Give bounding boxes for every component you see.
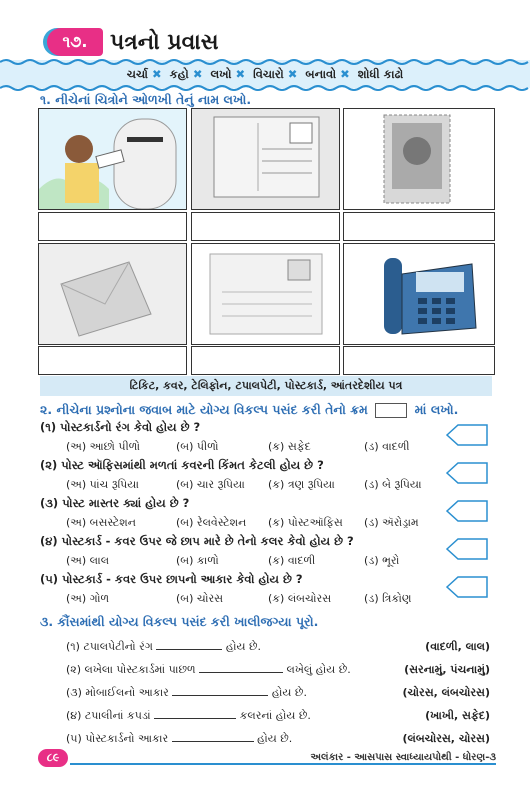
skill-make: બનાવો: [305, 67, 337, 81]
section-2-heading-suffix: માં લખો.: [414, 402, 459, 417]
page-number: ૮૯: [38, 749, 68, 767]
question-number: (૩): [40, 496, 59, 510]
picture-inland-letter: [191, 243, 340, 345]
skill-think: વિચારો: [253, 67, 284, 81]
question-number: (૨): [40, 458, 58, 472]
cross-icon: ✖: [151, 67, 162, 81]
option[interactable]: (બ) ચોરસ: [176, 592, 224, 605]
question-text: પોસ્ટકાર્ડ - કવર ઉપર જે છાપ મારે છે તેનો કલર કેવો હોય છે ?: [61, 534, 354, 548]
option[interactable]: (ક) લંબચોરસ: [268, 592, 332, 605]
item-number: (૧): [66, 640, 80, 653]
option[interactable]: (ક) ત્રણ રૂપિયા: [268, 478, 335, 491]
chapter-number-badge: ૧૭.: [47, 28, 103, 56]
options-hint: (વાદળી, લાલ): [425, 640, 490, 653]
options-hint: (ચોરસ, લંબચોરસ): [402, 686, 490, 699]
option[interactable]: (ડ) ત્રિકોણ: [364, 592, 412, 605]
option[interactable]: (બ) કાળો: [176, 554, 219, 567]
section-1-heading: ૧. નીચેનાં ચિત્રોને ઓળખી તેનું નામ લખો.: [40, 92, 252, 107]
telephone-illustration: [344, 244, 494, 344]
answer-box[interactable]: [191, 212, 340, 241]
blank-line[interactable]: [199, 672, 283, 673]
footer-book-title: અલંકાર - આસપાસ સ્વાધ્યાયપોથી - ધોરણ-૩: [310, 752, 496, 763]
picture-telephone: [343, 243, 495, 345]
option[interactable]: (બ) ચાર રૂપિયા: [176, 478, 245, 491]
fill-item-1: [66, 640, 261, 654]
fill-item-5: [66, 732, 292, 746]
picture-post-box: [38, 108, 187, 210]
item-number: (૩): [66, 686, 82, 699]
order-box-sample: [375, 403, 407, 418]
question-4: [40, 534, 354, 549]
blank-line[interactable]: [156, 649, 222, 650]
item-text: લખેલા પોસ્ટકાર્ડમાં પાછળ: [84, 663, 196, 676]
footer-rule: [70, 763, 496, 765]
option[interactable]: (અ) પાંચ રૂપિયા: [66, 478, 139, 491]
question-3: [40, 496, 189, 511]
answer-tag-3[interactable]: [446, 500, 488, 522]
picture-stamp: [343, 108, 495, 210]
question-number: (૧): [40, 420, 57, 434]
cross-icon: ✖: [340, 67, 350, 81]
question-text: પોસ્ટકાર્ડ - કવર ઉપર છાપનો આકાર કેવો હોય છે ?: [62, 572, 303, 586]
cross-icon: ✖: [235, 67, 246, 81]
skill-say: કહો: [169, 67, 189, 81]
question-number: (૫): [40, 572, 59, 586]
item-text-end: હોય છે.: [271, 686, 307, 699]
item-text: મોબાઈલનો આકાર: [85, 686, 169, 699]
item-text-end: હોય છે.: [225, 640, 261, 653]
post-box-illustration: [39, 109, 186, 209]
question-5: [40, 572, 303, 587]
option[interactable]: (ડ) વાદળી: [364, 440, 410, 453]
postcard-illustration: [192, 109, 339, 209]
answer-box[interactable]: [343, 212, 495, 241]
question-2: [40, 458, 324, 473]
section-2-heading-text: ૨. નીચેના પ્રશ્નોના જવાબ માટે યોગ્ય વિકલ્પ પસંદ કરી તેનો ક્રમ: [40, 402, 368, 417]
options-hint: (ખાખી, સફેદ): [425, 709, 490, 722]
item-text-end: હોય છે.: [257, 732, 293, 745]
option[interactable]: (બ) પીળો: [176, 440, 219, 453]
item-text: ટપાલીનાં કપડાં: [84, 709, 151, 722]
section-2-heading: [40, 402, 458, 418]
answer-box[interactable]: [343, 346, 495, 375]
options-hint: (સરનામું, પંચનામું): [404, 663, 490, 676]
chapter-title: પત્રનો પ્રવાસ: [110, 30, 219, 55]
option[interactable]: (અ) ગોળ: [66, 592, 110, 605]
item-number: (૫): [66, 732, 82, 745]
item-text-end: લખેલું હોય છે.: [286, 663, 351, 676]
fill-item-2: [66, 663, 351, 677]
item-text: ટપાલપેટીનો રંગ: [83, 640, 153, 653]
fill-item-3: [66, 686, 307, 700]
item-text-end: કલરનાં હોય છે.: [239, 709, 311, 722]
answer-box[interactable]: [191, 346, 340, 375]
inland-letter-illustration: [192, 244, 339, 344]
option[interactable]: (અ) બસસ્ટેશન: [66, 516, 136, 529]
option[interactable]: (ક) પોસ્ટઑફિસ: [268, 516, 343, 529]
option[interactable]: (અ) લાલ: [66, 554, 110, 567]
item-number: (૨): [66, 663, 82, 676]
answer-tag-2[interactable]: [446, 462, 488, 484]
skills-list: [0, 62, 530, 86]
cross-icon: ✖: [192, 67, 203, 81]
question-text: પોસ્ટકાર્ડનો રંગ કેવો હોય છે ?: [60, 420, 201, 434]
stamp-illustration: [344, 109, 494, 209]
item-number: (૪): [66, 709, 82, 722]
item-text: પોસ્ટકાર્ડનો આકાર: [85, 732, 169, 745]
answer-tag-1[interactable]: [446, 424, 488, 446]
blank-line[interactable]: [172, 741, 254, 742]
answer-box[interactable]: [38, 212, 187, 241]
blank-line[interactable]: [172, 695, 268, 696]
option[interactable]: (અ) આછો પીળો: [66, 440, 141, 453]
blank-line[interactable]: [154, 718, 236, 719]
envelope-illustration: [39, 244, 186, 344]
answer-tag-4[interactable]: [446, 538, 488, 560]
word-bank: ટિકિટ, કવર, ટેલિફોન, ટપાલપેટી, પોસ્ટકાર્ડ, આંતરદેશીય પત્ર: [40, 376, 492, 396]
options-hint: (લંબચોરસ, ચોરસ): [402, 732, 490, 745]
answer-box[interactable]: [38, 346, 187, 375]
option[interactable]: (ક) સફેદ: [268, 440, 311, 453]
skill-write: લખો: [210, 67, 232, 81]
cross-icon: ✖: [287, 67, 298, 81]
skill-find: શોધી કાઢો: [357, 67, 404, 81]
section-3-heading: ૩. કૌંસમાંથી યોગ્ય વિકલ્પ પસંદ કરી ખાલીજગ્યા પૂરો.: [40, 614, 319, 629]
picture-envelope: [38, 243, 187, 345]
option[interactable]: (ડ) ભૂરો: [364, 554, 400, 567]
question-1: [40, 420, 200, 435]
option[interactable]: (ડ) ઍરોડ્રામ: [364, 516, 419, 529]
option[interactable]: (ક) વાદળી: [268, 554, 316, 567]
option[interactable]: (ડ) બે રૂપિયા: [364, 478, 422, 491]
question-text: પોસ્ટ માસ્તર ક્યાં હોય છે ?: [62, 496, 190, 510]
option[interactable]: (બ) રેલવેસ્ટેશન: [176, 516, 247, 529]
skill-discuss: ચર્ચા: [126, 67, 148, 81]
answer-tag-5[interactable]: [446, 576, 488, 598]
picture-postcard: [191, 108, 340, 210]
question-text: પોસ્ટ ઑફિસમાંથી મળતાં કવરની કિંમત કેટલી હોય છે ?: [61, 458, 324, 472]
question-number: (૪): [40, 534, 58, 548]
fill-item-4: [66, 709, 311, 723]
